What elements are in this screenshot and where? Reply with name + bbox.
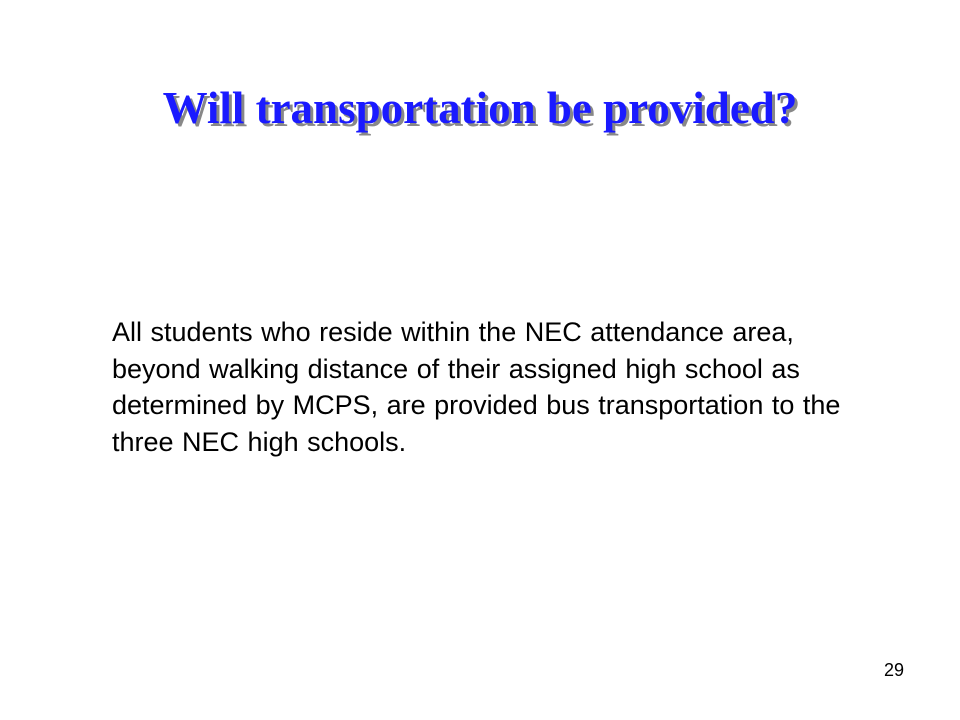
slide-body-text: All students who reside within the NEC attendance area, beyond walking distance of their assigned high school as determined by MCPS, are provided bus transportation to the three NEC high schools. (112, 317, 841, 457)
page-number: 29 (883, 660, 904, 680)
slide-title: Will transportation be provided? (162, 83, 798, 133)
